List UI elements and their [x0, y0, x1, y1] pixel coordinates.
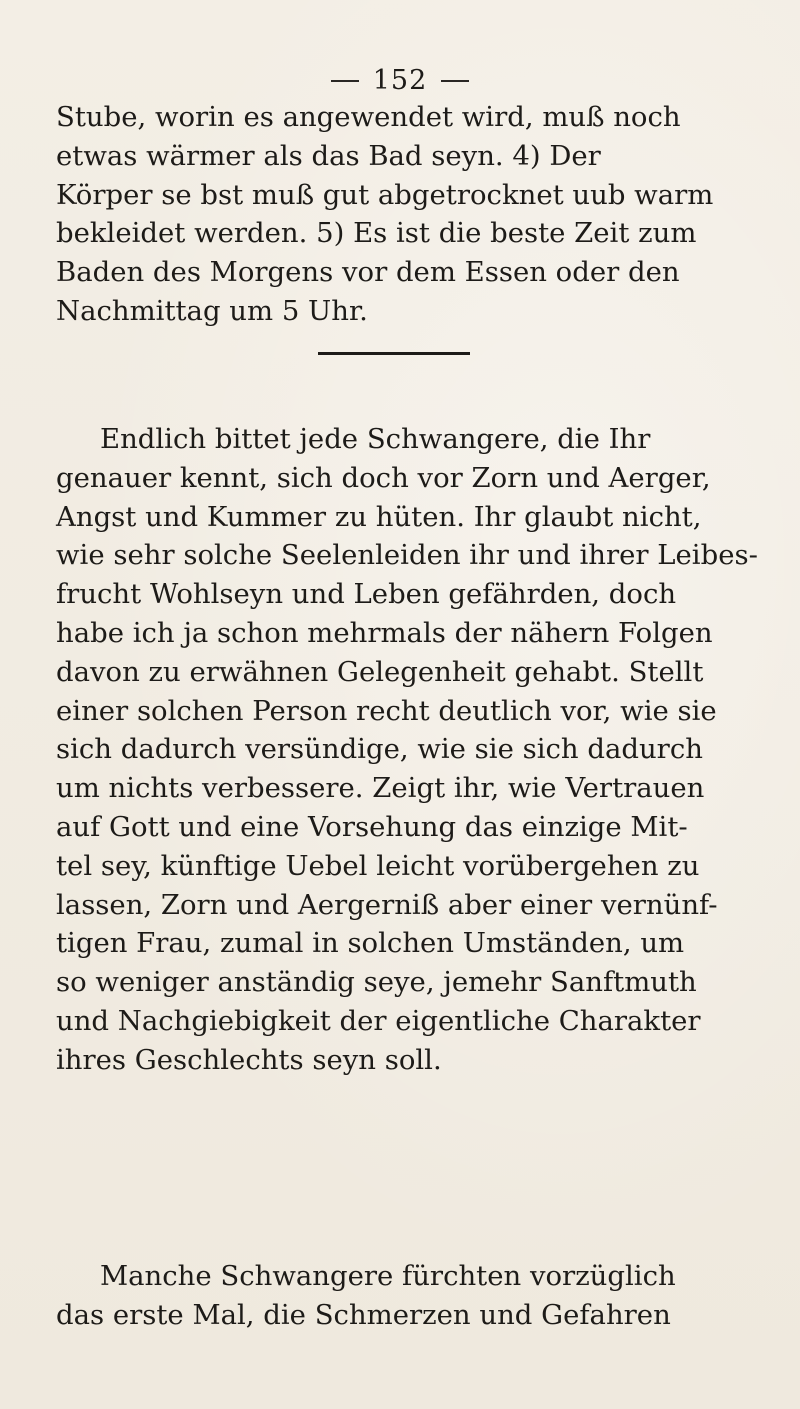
text-line: einer solchen Person recht deutlich vor, wie sie — [56, 694, 717, 727]
section-separator-rule — [318, 352, 470, 355]
text-line: genauer kennt, sich doch vor Zorn und Aerger, — [56, 461, 711, 494]
text-line: und Nachgiebigkeit der eigentliche Charakter — [56, 1004, 701, 1037]
text-line: sich dadurch versündige, wie sie sich dadurch — [56, 733, 703, 766]
header-dash-left — [331, 80, 359, 82]
text-line: tigen Frau, zumal in solchen Umständen, um — [56, 927, 685, 960]
text-line: so weniger anständig seye, jemehr Sanftmuth — [56, 966, 697, 999]
text-line: Nachmittag um 5 Uhr. — [56, 294, 368, 327]
header-dash-right — [441, 80, 469, 82]
text-line: davon zu erwähnen Gelegenheit gehabt. Stellt — [56, 655, 704, 688]
text-line: Manche Schwangere fürchten vorzüglich — [100, 1260, 676, 1292]
text-line: Stube, worin es angewendet wird, muß noch — [56, 101, 681, 133]
text-line: tel sey, künftige Uebel leicht vorübergehen zu — [56, 849, 700, 882]
page-number: 152 — [372, 65, 428, 96]
paragraph-2 — [56, 420, 756, 1080]
paragraph-3 — [56, 1257, 756, 1335]
paragraph-1 — [56, 98, 756, 331]
text-line: wie sehr solche Seelenleiden ihr und ihrer Leibes- — [56, 539, 758, 572]
page-header — [0, 66, 800, 94]
text-line: das erste Mal, die Schmerzen und Gefahren — [56, 1298, 671, 1331]
text-line: Angst und Kummer zu hüten. Ihr glaubt nicht, — [56, 500, 702, 533]
text-line: Körper se bst muß gut abgetrocknet uub warm — [56, 178, 714, 211]
text-line: Baden des Morgens vor dem Essen oder den — [56, 256, 680, 289]
text-line: bekleidet werden. 5) Es ist die beste Zeit zum — [56, 217, 697, 250]
text-line: Endlich bittet jede Schwangere, die Ihr — [100, 423, 651, 455]
text-line: lassen, Zorn und Aergerniß aber einer vernünf- — [56, 888, 718, 921]
text-line: um nichts verbessere. Zeigt ihr, wie Vertrauen — [56, 772, 705, 805]
text-line: habe ich ja schon mehrmals der nähern Folgen — [56, 616, 713, 649]
text-line: ihres Geschlechts seyn soll. — [56, 1043, 442, 1076]
text-line: etwas wärmer als das Bad seyn. 4) Der — [56, 139, 601, 172]
text-line: auf Gott und eine Vorsehung das einzige Mit- — [56, 810, 688, 843]
text-line: frucht Wohlseyn und Leben gefährden, doch — [56, 578, 677, 611]
